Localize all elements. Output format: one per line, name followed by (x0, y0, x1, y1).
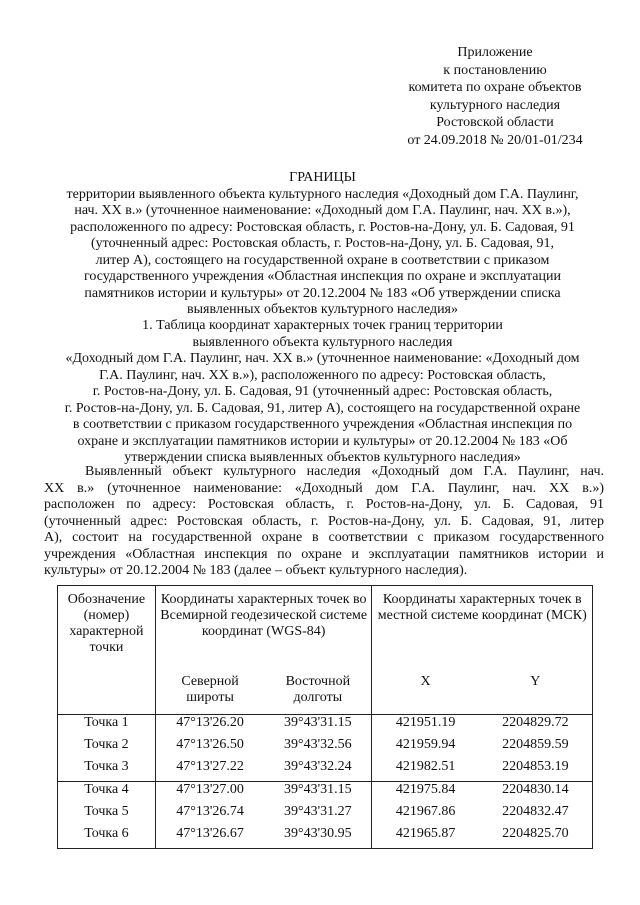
point-name: Точка 5 (58, 804, 156, 826)
appendix-line: комитета по охране объектов (408, 80, 582, 95)
point-latitude: 47°13'26.20 (155, 715, 264, 738)
point-y: 2204853.19 (479, 759, 593, 782)
appendix-block (370, 44, 620, 149)
table-row (58, 782, 593, 805)
table-row (58, 826, 593, 849)
paragraph-line: А), состоит на государственной охране в соответствии с приказом государственного (44, 530, 604, 545)
table-heading-line: охране и эксплуатации памятников истории и культуры» от 20.12.2004 № 183 «Об (77, 433, 568, 449)
point-x: 421965.87 (372, 826, 479, 849)
header-wgs: Координаты характерных точек во Всемирной геодезической системе координат (WGS-84) (155, 586, 372, 669)
paragraph-line: культуры» от 20.12.2004 № 183 (далее – объект культурного наследия). (44, 563, 468, 578)
point-longitude: 39°43'31.27 (264, 804, 372, 826)
title-line: выявленных объектов культурного наследия» (187, 302, 458, 317)
appendix-line: Ростовской области (436, 115, 554, 130)
table-row (58, 737, 593, 759)
table-heading-line: г. Ростов-на-Дону, ул. Б. Садовая, 91, литер А), состоящего на государственной охране (64, 400, 581, 416)
point-longitude: 39°43'31.15 (264, 715, 372, 738)
header-y: Y (479, 668, 593, 715)
point-longitude: 39°43'32.24 (264, 759, 372, 782)
header-designation: Обозначение (номер) характерной точки (58, 586, 156, 715)
paragraph-line: XX в.» (уточненное наименование: «Доходный дом Г.А. Паулинг, нач. XX в.») (44, 480, 604, 496)
point-y: 2204859.59 (479, 737, 593, 759)
header-msk: Координаты характерных точек в местной системе координат (МСК) (372, 586, 593, 669)
point-name: Точка 2 (58, 737, 156, 759)
header-north-latitude: Северной широты (155, 668, 264, 715)
paragraph-line: учреждения «Областная инспекция по охране и эксплуатации памятников истории и (44, 546, 604, 562)
table-heading-line: утверждении списка выявленных объектов культурного наследия» (124, 450, 521, 465)
paragraph-line: расположен по адресу: Ростовская область, г. Ростов-на-Дону, ул. Б. Садовая, 91 (44, 497, 604, 512)
point-latitude: 47°13'26.67 (155, 826, 264, 849)
table-heading-line: выявленного объекта культурного наследия (192, 334, 453, 350)
point-name: Точка 6 (58, 826, 156, 849)
table-heading-line: 1. Таблица координат характерных точек границ территории (142, 318, 503, 333)
paragraph-line: Выявленный объект культурного наследия «Доходный дом Г.А. Паулинг, нач. (85, 464, 604, 479)
point-y: 2204832.47 (479, 804, 593, 826)
point-x: 421967.86 (372, 804, 479, 826)
document-title (40, 170, 605, 319)
table-heading (40, 318, 605, 467)
appendix-line: от 24.09.2018 № 20/01-01/234 (407, 132, 583, 148)
title-line: государственного учреждения «Областная инспекция по охране и эксплуатации (84, 269, 561, 284)
table-row (58, 804, 593, 826)
title-line: нач. XX в.» (уточненное наименование: «Доходный дом Г.А. Паулинг, нач. XX в.»), (74, 203, 571, 218)
point-longitude: 39°43'32.56 (264, 737, 372, 759)
table-heading-line: «Доходный дом Г.А. Паулинг, нач. XX в.» (уточненное наименование: «Доходный дом (65, 351, 580, 366)
point-name: Точка 3 (58, 759, 156, 782)
coordinates-table (57, 585, 593, 849)
paragraph-line: (уточненный адрес: Ростовская область, г. Ростов-на-Дону, ул. Б. Садовая, 91, литер (44, 513, 604, 529)
table-row (58, 715, 593, 738)
point-latitude: 47°13'27.22 (155, 759, 264, 782)
table-row (58, 759, 593, 782)
header-x: X (372, 668, 479, 715)
point-name: Точка 1 (58, 715, 156, 738)
point-x: 421982.51 (372, 759, 479, 782)
title-line: территории выявленного объекта культурного наследия «Доходный дом Г.А. Паулинг, (66, 186, 579, 202)
title-line: памятников истории и культуры» от 20.12.2004 № 183 «Об утверждении списка (84, 285, 561, 301)
description-paragraph (44, 464, 604, 580)
point-x: 421959.94 (372, 737, 479, 759)
point-x: 421975.84 (372, 782, 479, 805)
point-longitude: 39°43'31.15 (264, 782, 372, 805)
title-heading: ГРАНИЦЫ (289, 170, 356, 185)
point-latitude: 47°13'27.00 (155, 782, 264, 805)
title-line: литер А), состоящего на государственной охране в соответствии с приказом (95, 252, 550, 268)
point-x: 421951.19 (372, 715, 479, 738)
table-heading-line: в соответствии с приказом государственного учреждения «Областная инспекция по (72, 417, 573, 432)
appendix-line: к постановлению (443, 62, 547, 78)
table-heading-line: Г.А. Паулинг, нач. XX в.»), расположенного по адресу: Ростовская область, (99, 367, 546, 383)
appendix-line: Приложение (457, 45, 533, 60)
title-line: расположенного по адресу: Ростовская область, г. Ростов-на-Дону, ул. Б. Садовая, 91 (70, 219, 575, 235)
point-name: Точка 4 (58, 782, 156, 805)
table-heading-line: г. Ростов-на-Дону, ул. Б. Садовая, 91 (уточненный адрес: Ростовская область, (92, 384, 553, 399)
point-y: 2204829.72 (479, 715, 593, 738)
title-line: (уточненный адрес: Ростовская область, г. Ростов-на-Дону, ул. Б. Садовая, 91, (90, 236, 555, 251)
point-latitude: 47°13'26.50 (155, 737, 264, 759)
point-longitude: 39°43'30.95 (264, 826, 372, 849)
point-latitude: 47°13'26.74 (155, 804, 264, 826)
appendix-line: культурного наследия (429, 97, 561, 113)
point-y: 2204825.70 (479, 826, 593, 849)
header-east-longitude: Восточной долготы (264, 668, 372, 715)
point-y: 2204830.14 (479, 782, 593, 805)
